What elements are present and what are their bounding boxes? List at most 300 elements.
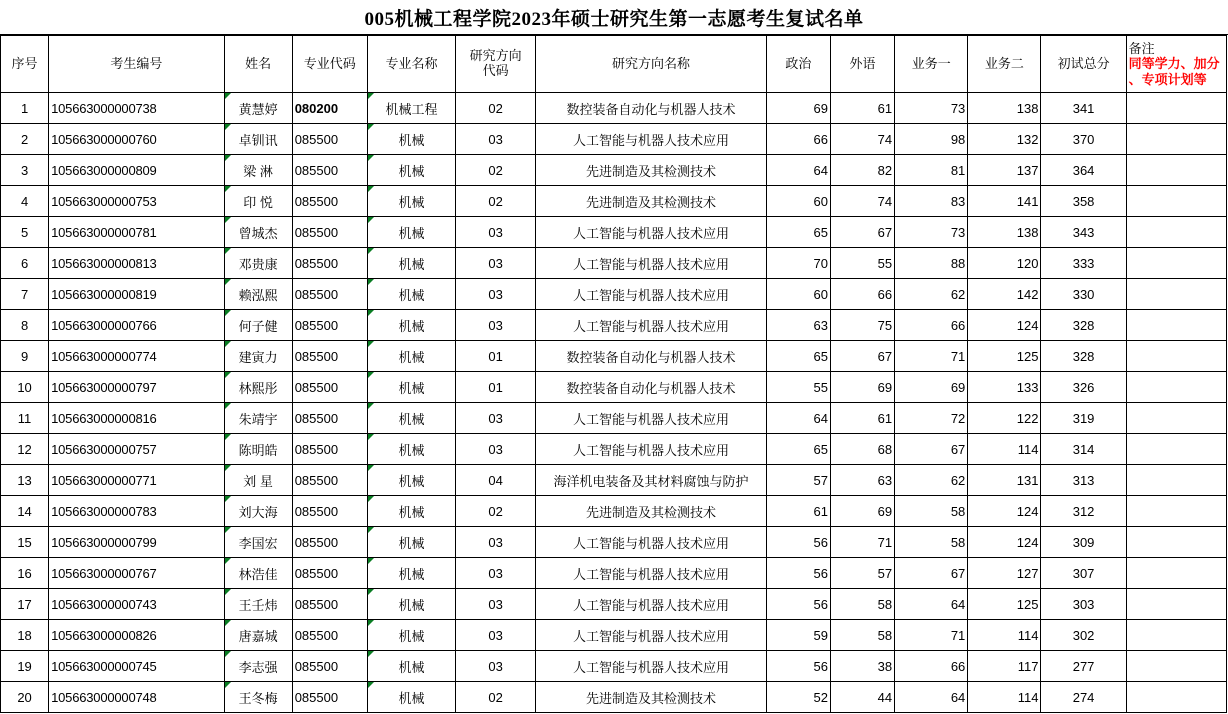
cell-marker-icon bbox=[368, 217, 374, 223]
cell-total-text: 326 bbox=[1072, 379, 1095, 395]
cell-name bbox=[224, 372, 292, 403]
cell-direction-name-text: 人工智能与机器人技术应用 bbox=[573, 225, 730, 241]
cell-total bbox=[1041, 403, 1126, 434]
cell-name-text: 邓贵康 bbox=[238, 256, 278, 272]
cell-direction-name-text: 人工智能与机器人技术应用 bbox=[573, 659, 730, 675]
cell-exam-id-text: 105663000000760 bbox=[51, 131, 157, 147]
cell-remark bbox=[1126, 186, 1226, 217]
cell-subject-one-text: 83 bbox=[950, 193, 966, 209]
cell-direction-code-text: 03 bbox=[488, 286, 503, 302]
cell-major-name bbox=[367, 620, 455, 651]
cell-foreign-language bbox=[830, 620, 894, 651]
column-header-major-name: 专业名称 bbox=[367, 36, 455, 93]
cell-subject-two bbox=[968, 496, 1041, 527]
cell-marker-icon bbox=[225, 341, 231, 347]
cell-major-name-text: 机械 bbox=[398, 194, 425, 210]
cell-foreign-language-text: 57 bbox=[877, 565, 893, 581]
cell-foreign-language-text: 69 bbox=[877, 503, 893, 519]
cell-subject-two-text: 120 bbox=[1016, 255, 1039, 271]
cell-exam-id-text: 105663000000781 bbox=[51, 224, 157, 240]
cell-direction-name bbox=[536, 217, 767, 248]
column-header-exam-id: 考生编号 bbox=[49, 36, 224, 93]
cell-direction-name bbox=[536, 93, 767, 124]
cell-subject-two bbox=[968, 527, 1041, 558]
cell-subject-one bbox=[895, 651, 968, 682]
cell-major-code bbox=[292, 465, 367, 496]
cell-total bbox=[1041, 465, 1126, 496]
cell-index bbox=[1, 186, 49, 217]
cell-index bbox=[1, 651, 49, 682]
cell-politics-text: 56 bbox=[813, 534, 828, 550]
cell-name-text: 唐嘉城 bbox=[238, 628, 278, 644]
cell-politics-text: 61 bbox=[813, 503, 828, 519]
cell-name-text: 李国宏 bbox=[238, 535, 278, 551]
cell-marker-icon bbox=[368, 589, 374, 595]
cell-direction-code bbox=[456, 620, 536, 651]
cell-direction-code bbox=[456, 217, 536, 248]
cell-foreign-language-text: 67 bbox=[877, 224, 893, 240]
cell-total bbox=[1041, 651, 1126, 682]
cell-index-text: 2 bbox=[20, 131, 29, 147]
cell-subject-two bbox=[968, 372, 1041, 403]
cell-direction-code bbox=[456, 155, 536, 186]
cell-subject-one-text: 98 bbox=[950, 131, 966, 147]
cell-foreign-language bbox=[830, 248, 894, 279]
cell-subject-one bbox=[895, 372, 968, 403]
cell-exam-id-text: 105663000000809 bbox=[51, 162, 157, 178]
cell-exam-id bbox=[49, 651, 224, 682]
cell-major-code-text: 085500 bbox=[294, 689, 339, 705]
cell-subject-one bbox=[895, 341, 968, 372]
cell-index bbox=[1, 248, 49, 279]
cell-subject-two bbox=[968, 558, 1041, 589]
cell-direction-code bbox=[456, 93, 536, 124]
cell-major-code-text: 085500 bbox=[294, 224, 339, 240]
cell-total bbox=[1041, 341, 1126, 372]
table-row bbox=[1, 403, 1227, 434]
cell-index-text: 3 bbox=[20, 162, 29, 178]
cell-marker-icon bbox=[368, 403, 374, 409]
cell-exam-id bbox=[49, 248, 224, 279]
cell-major-name bbox=[367, 310, 455, 341]
cell-subject-one bbox=[895, 496, 968, 527]
cell-name-text: 曾城杰 bbox=[238, 225, 278, 241]
cell-total bbox=[1041, 620, 1126, 651]
cell-name bbox=[224, 558, 292, 589]
cell-subject-one-text: 81 bbox=[950, 162, 966, 178]
cell-name-text: 王冬梅 bbox=[238, 690, 278, 706]
table-row bbox=[1, 527, 1227, 558]
cell-major-code-text: 085500 bbox=[294, 658, 339, 674]
cell-direction-name bbox=[536, 434, 767, 465]
cell-marker-icon bbox=[368, 279, 374, 285]
cell-name-text: 王壬炜 bbox=[238, 597, 278, 613]
cell-direction-code-text: 03 bbox=[488, 317, 503, 333]
cell-marker-icon bbox=[368, 248, 374, 254]
cell-index bbox=[1, 434, 49, 465]
cell-major-code bbox=[292, 341, 367, 372]
cell-foreign-language bbox=[830, 527, 894, 558]
cell-subject-two-text: 132 bbox=[1016, 131, 1039, 147]
remark-header-title: 备注 bbox=[1128, 40, 1155, 56]
cell-direction-code bbox=[456, 186, 536, 217]
cell-major-name-text: 机械 bbox=[398, 659, 425, 675]
cell-subject-one-text: 64 bbox=[950, 596, 966, 612]
cell-direction-code bbox=[456, 279, 536, 310]
remark-header-sub-line1: 同等学力、加分 bbox=[1128, 56, 1220, 72]
cell-politics-text: 56 bbox=[813, 565, 828, 581]
cell-exam-id bbox=[49, 341, 224, 372]
cell-total-text: 343 bbox=[1072, 224, 1095, 240]
cell-total bbox=[1041, 93, 1126, 124]
cell-politics-text: 52 bbox=[813, 689, 828, 705]
cell-subject-two bbox=[968, 682, 1041, 713]
cell-marker-icon bbox=[368, 186, 374, 192]
cell-major-code-text: 085500 bbox=[294, 286, 339, 302]
cell-subject-two-text: 124 bbox=[1016, 503, 1039, 519]
cell-name bbox=[224, 496, 292, 527]
cell-politics bbox=[766, 651, 830, 682]
cell-index bbox=[1, 527, 49, 558]
cell-index-text: 9 bbox=[20, 348, 29, 364]
cell-direction-code-text: 01 bbox=[488, 379, 503, 395]
cell-politics-text: 60 bbox=[813, 193, 828, 209]
cell-direction-code-text: 02 bbox=[488, 193, 503, 209]
cell-subject-one bbox=[895, 589, 968, 620]
cell-remark bbox=[1126, 310, 1226, 341]
cell-marker-icon bbox=[225, 124, 231, 130]
cell-total bbox=[1041, 155, 1126, 186]
cell-major-name bbox=[367, 403, 455, 434]
cell-subject-two bbox=[968, 651, 1041, 682]
cell-marker-icon bbox=[225, 527, 231, 533]
cell-name bbox=[224, 341, 292, 372]
cell-major-name-text: 机械 bbox=[398, 473, 425, 489]
cell-direction-code bbox=[456, 465, 536, 496]
cell-direction-code-text: 03 bbox=[488, 224, 503, 240]
cell-name bbox=[224, 124, 292, 155]
cell-subject-two-text: 122 bbox=[1016, 410, 1039, 426]
cell-direction-code bbox=[456, 248, 536, 279]
cell-politics-text: 64 bbox=[813, 410, 828, 426]
cell-direction-name bbox=[536, 279, 767, 310]
cell-subject-one bbox=[895, 465, 968, 496]
cell-marker-icon bbox=[368, 124, 374, 130]
cell-politics-text: 65 bbox=[813, 441, 828, 457]
cell-politics-text: 57 bbox=[813, 472, 828, 488]
cell-direction-name-text: 先进制造及其检测技术 bbox=[586, 163, 717, 179]
cell-marker-icon bbox=[368, 651, 374, 657]
cell-politics bbox=[766, 496, 830, 527]
cell-remark bbox=[1126, 434, 1226, 465]
cell-direction-name-text: 人工智能与机器人技术应用 bbox=[573, 628, 730, 644]
cell-marker-icon bbox=[225, 186, 231, 192]
cell-subject-two-text: 127 bbox=[1016, 565, 1039, 581]
cell-name bbox=[224, 248, 292, 279]
cell-marker-icon bbox=[368, 465, 374, 471]
cell-major-name-text: 机械 bbox=[398, 566, 425, 582]
cell-total bbox=[1041, 496, 1126, 527]
cell-major-code bbox=[292, 155, 367, 186]
cell-marker-icon bbox=[225, 93, 231, 99]
cell-subject-two bbox=[968, 465, 1041, 496]
cell-subject-one-text: 58 bbox=[950, 534, 966, 550]
cell-exam-id bbox=[49, 310, 224, 341]
cell-foreign-language bbox=[830, 372, 894, 403]
cell-marker-icon bbox=[368, 558, 374, 564]
cell-exam-id bbox=[49, 217, 224, 248]
cell-direction-name bbox=[536, 682, 767, 713]
table-row bbox=[1, 434, 1227, 465]
cell-index bbox=[1, 341, 49, 372]
cell-foreign-language bbox=[830, 496, 894, 527]
cell-index-text: 12 bbox=[17, 441, 32, 457]
cell-subject-two bbox=[968, 186, 1041, 217]
cell-direction-name bbox=[536, 186, 767, 217]
column-header-remark bbox=[1126, 36, 1226, 93]
cell-direction-name-text: 人工智能与机器人技术应用 bbox=[573, 318, 730, 334]
cell-direction-code bbox=[456, 589, 536, 620]
cell-direction-code bbox=[456, 434, 536, 465]
cell-politics bbox=[766, 310, 830, 341]
cell-exam-id bbox=[49, 93, 224, 124]
cell-name bbox=[224, 186, 292, 217]
cell-major-code-text: 085500 bbox=[294, 255, 339, 271]
cell-total-text: 341 bbox=[1072, 100, 1095, 116]
cell-exam-id-text: 105663000000757 bbox=[51, 441, 157, 457]
cell-marker-icon bbox=[368, 496, 374, 502]
cell-exam-id-text: 105663000000771 bbox=[51, 472, 157, 488]
cell-subject-one bbox=[895, 124, 968, 155]
cell-politics bbox=[766, 465, 830, 496]
cell-total bbox=[1041, 558, 1126, 589]
cell-subject-two-text: 125 bbox=[1016, 348, 1039, 364]
cell-total-text: 307 bbox=[1072, 565, 1095, 581]
cell-direction-code-text: 03 bbox=[488, 658, 503, 674]
cell-total bbox=[1041, 310, 1126, 341]
cell-major-name bbox=[367, 558, 455, 589]
cell-subject-two bbox=[968, 620, 1041, 651]
cell-total bbox=[1041, 124, 1126, 155]
cell-foreign-language-text: 38 bbox=[877, 658, 893, 674]
cell-politics-text: 59 bbox=[813, 627, 828, 643]
cell-foreign-language bbox=[830, 155, 894, 186]
table-row bbox=[1, 93, 1227, 124]
cell-index bbox=[1, 403, 49, 434]
cell-exam-id-text: 105663000000813 bbox=[51, 255, 157, 271]
cell-direction-name-text: 先进制造及其检测技术 bbox=[586, 690, 717, 706]
cell-direction-code bbox=[456, 124, 536, 155]
cell-direction-code-text: 02 bbox=[488, 503, 503, 519]
cell-major-name-text: 机械 bbox=[398, 411, 425, 427]
cell-politics bbox=[766, 248, 830, 279]
cell-foreign-language bbox=[830, 279, 894, 310]
cell-major-code bbox=[292, 186, 367, 217]
cell-direction-name-text: 人工智能与机器人技术应用 bbox=[573, 597, 730, 613]
cell-subject-one bbox=[895, 186, 968, 217]
cell-total-text: 314 bbox=[1072, 441, 1095, 457]
cell-marker-icon bbox=[225, 248, 231, 254]
cell-direction-code-text: 04 bbox=[488, 472, 503, 488]
cell-subject-two bbox=[968, 248, 1041, 279]
cell-subject-one bbox=[895, 310, 968, 341]
column-header-foreign-language: 外语 bbox=[830, 36, 894, 93]
cell-major-name-text: 机械 bbox=[398, 597, 425, 613]
cell-exam-id bbox=[49, 589, 224, 620]
cell-major-name-text: 机械 bbox=[398, 504, 425, 520]
cell-direction-name bbox=[536, 155, 767, 186]
cell-foreign-language-text: 55 bbox=[877, 255, 893, 271]
cell-major-code-text: 085500 bbox=[294, 472, 339, 488]
cell-remark bbox=[1126, 589, 1226, 620]
cell-politics bbox=[766, 155, 830, 186]
cell-politics bbox=[766, 93, 830, 124]
cell-politics-text: 65 bbox=[813, 224, 828, 240]
cell-foreign-language bbox=[830, 465, 894, 496]
cell-direction-code-text: 03 bbox=[488, 255, 503, 271]
cell-major-name bbox=[367, 651, 455, 682]
cell-subject-one bbox=[895, 248, 968, 279]
cell-total-text: 319 bbox=[1072, 410, 1095, 426]
cell-exam-id-text: 105663000000797 bbox=[51, 379, 157, 395]
document-title-row bbox=[0, 0, 1228, 35]
cell-name-text: 梁 淋 bbox=[243, 163, 273, 179]
cell-name bbox=[224, 279, 292, 310]
cell-subject-two bbox=[968, 310, 1041, 341]
cell-marker-icon bbox=[368, 93, 374, 99]
table-header bbox=[1, 36, 1227, 93]
cell-foreign-language-text: 61 bbox=[877, 410, 893, 426]
cell-major-name bbox=[367, 372, 455, 403]
column-header-subject-two: 业务二 bbox=[968, 36, 1041, 93]
cell-exam-id bbox=[49, 155, 224, 186]
cell-name-text: 卓钏讯 bbox=[238, 132, 278, 148]
cell-index-text: 11 bbox=[17, 410, 32, 426]
cell-foreign-language-text: 75 bbox=[877, 317, 893, 333]
cell-exam-id-text: 105663000000738 bbox=[51, 100, 157, 116]
cell-exam-id-text: 105663000000753 bbox=[51, 193, 157, 209]
cell-exam-id bbox=[49, 527, 224, 558]
cell-major-code bbox=[292, 372, 367, 403]
cell-major-code bbox=[292, 651, 367, 682]
cell-remark bbox=[1126, 155, 1226, 186]
cell-name-text: 黄慧婷 bbox=[238, 101, 278, 117]
cell-direction-name-text: 人工智能与机器人技术应用 bbox=[573, 566, 730, 582]
cell-subject-two bbox=[968, 155, 1041, 186]
cell-exam-id-text: 105663000000743 bbox=[51, 596, 157, 612]
cell-marker-icon bbox=[225, 589, 231, 595]
cell-direction-code bbox=[456, 310, 536, 341]
cell-name-text: 刘大海 bbox=[238, 504, 278, 520]
column-header-direction-name: 研究方向名称 bbox=[536, 36, 767, 93]
cell-major-code-text: 085500 bbox=[294, 534, 339, 550]
column-header-politics: 政治 bbox=[766, 36, 830, 93]
cell-exam-id-text: 105663000000748 bbox=[51, 689, 157, 705]
cell-foreign-language-text: 63 bbox=[877, 472, 893, 488]
cell-index-text: 13 bbox=[17, 472, 32, 488]
cell-foreign-language-text: 69 bbox=[877, 379, 893, 395]
cell-direction-name bbox=[536, 248, 767, 279]
cell-direction-name-text: 数控装备自动化与机器人技术 bbox=[566, 349, 736, 365]
cell-marker-icon bbox=[225, 403, 231, 409]
cell-remark bbox=[1126, 124, 1226, 155]
cell-direction-name-text: 人工智能与机器人技术应用 bbox=[573, 256, 730, 272]
cell-major-name bbox=[367, 589, 455, 620]
cell-exam-id-text: 105663000000767 bbox=[51, 565, 157, 581]
cell-politics bbox=[766, 279, 830, 310]
cell-index-text: 20 bbox=[17, 689, 32, 705]
cell-exam-id bbox=[49, 465, 224, 496]
cell-index-text: 8 bbox=[20, 317, 29, 333]
cell-name-text: 林熙彤 bbox=[238, 380, 278, 396]
cell-major-name bbox=[367, 248, 455, 279]
cell-total-text: 330 bbox=[1072, 286, 1095, 302]
cell-foreign-language-text: 82 bbox=[877, 162, 893, 178]
cell-major-name-text: 机械 bbox=[398, 225, 425, 241]
column-header-major-code: 专业代码 bbox=[292, 36, 367, 93]
cell-politics-text: 63 bbox=[813, 317, 828, 333]
cell-subject-one-text: 88 bbox=[950, 255, 966, 271]
cell-major-code-text: 085500 bbox=[294, 441, 339, 457]
cell-subject-two-text: 138 bbox=[1016, 100, 1039, 116]
cell-subject-one bbox=[895, 155, 968, 186]
cell-politics bbox=[766, 341, 830, 372]
cell-direction-name-text: 人工智能与机器人技术应用 bbox=[573, 535, 730, 551]
cell-foreign-language bbox=[830, 589, 894, 620]
cell-major-name bbox=[367, 682, 455, 713]
cell-direction-name bbox=[536, 589, 767, 620]
cell-direction-name-text: 数控装备自动化与机器人技术 bbox=[566, 101, 736, 117]
cell-politics bbox=[766, 217, 830, 248]
cell-direction-code bbox=[456, 682, 536, 713]
cell-direction-code bbox=[456, 403, 536, 434]
cell-foreign-language bbox=[830, 341, 894, 372]
cell-subject-one bbox=[895, 558, 968, 589]
cell-major-name-text: 机械 bbox=[398, 132, 425, 148]
cell-name bbox=[224, 620, 292, 651]
cell-total-text: 364 bbox=[1072, 162, 1095, 178]
cell-remark bbox=[1126, 651, 1226, 682]
cell-politics-text: 65 bbox=[813, 348, 828, 364]
cell-foreign-language-text: 61 bbox=[877, 100, 893, 116]
cell-total-text: 328 bbox=[1072, 348, 1095, 364]
cell-direction-code-text: 03 bbox=[488, 131, 503, 147]
cell-direction-name bbox=[536, 496, 767, 527]
cell-direction-name bbox=[536, 465, 767, 496]
cell-index-text: 16 bbox=[17, 565, 32, 581]
cell-remark bbox=[1126, 558, 1226, 589]
cell-major-name-text: 机械 bbox=[398, 442, 425, 458]
cell-subject-two-text: 137 bbox=[1016, 162, 1039, 178]
page-title: 005机械工程学院2023年硕士研究生第一志愿考生复试名单 bbox=[364, 8, 864, 30]
cell-major-code bbox=[292, 434, 367, 465]
cell-direction-code-text: 03 bbox=[488, 627, 503, 643]
cell-major-name bbox=[367, 124, 455, 155]
cell-total-text: 358 bbox=[1072, 193, 1095, 209]
cell-subject-one bbox=[895, 93, 968, 124]
cell-remark bbox=[1126, 620, 1226, 651]
cell-total-text: 312 bbox=[1072, 503, 1095, 519]
cell-name-text: 何子健 bbox=[238, 318, 278, 334]
cell-subject-one-text: 71 bbox=[950, 627, 966, 643]
cell-direction-name bbox=[536, 403, 767, 434]
cell-total-text: 333 bbox=[1072, 255, 1095, 271]
cell-major-code-text: 085500 bbox=[294, 565, 339, 581]
cell-major-name bbox=[367, 434, 455, 465]
cell-direction-code bbox=[456, 341, 536, 372]
cell-foreign-language bbox=[830, 434, 894, 465]
cell-remark bbox=[1126, 372, 1226, 403]
